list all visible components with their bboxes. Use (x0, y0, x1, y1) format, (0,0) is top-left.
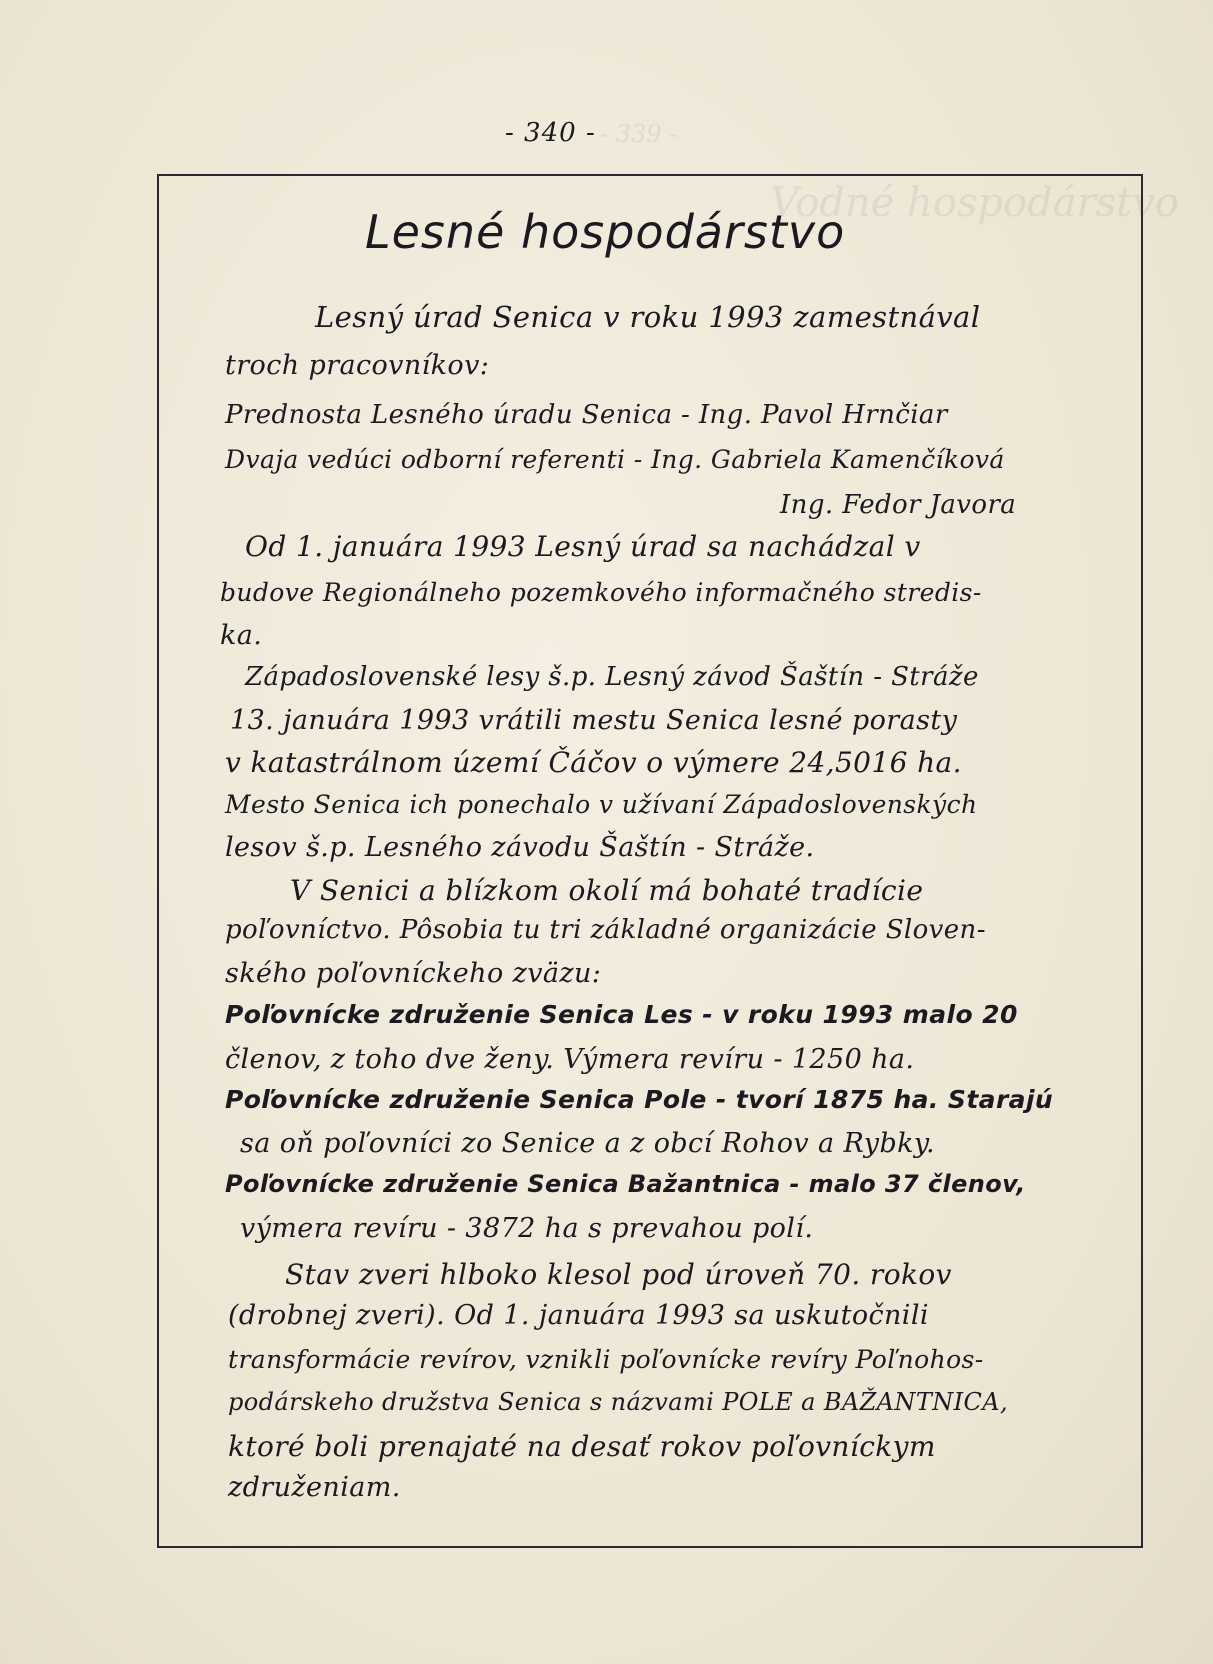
text-line: Poľovnícke združenie Senica Bažantnica - malo 37 členov, (225, 1170, 1026, 1198)
text-line: Ing. Fedor Javora (780, 490, 1017, 520)
text-line: podárskeho družstva Senica s názvami POLE a BAŽANTNICA, (228, 1388, 1009, 1416)
text-line: Poľovnícke združenie Senica Pole - tvorí 1875 ha. Starajú (225, 1085, 1054, 1114)
text-line: Prednosta Lesného úradu Senica - Ing. Pavol Hrnčiar (225, 400, 948, 430)
page-number: - 340 - (505, 118, 596, 148)
text-line: združeniam. (228, 1472, 401, 1503)
text-line: ského poľovníckeho zväzu: (225, 958, 602, 989)
text-line: lesov š.p. Lesného závodu Šaštín - Stráže. (225, 832, 815, 863)
text-line: v katastrálnom území Čáčov o výmere 24,5016 ha. (225, 746, 962, 779)
page-title: Lesné hospodárstvo (365, 205, 846, 259)
text-line: 13. januára 1993 vrátili mestu Senica lesné porasty (230, 705, 958, 736)
text-line: V Senici a blízkom okolí má bohaté tradície (290, 874, 924, 907)
text-line: výmera revíru - 3872 ha s prevahou polí. (240, 1213, 814, 1244)
bleed-through-title: Vodné hospodárstvo (770, 180, 1179, 226)
text-line: (drobnej zveri). Od 1. januára 1993 sa uskutočnili (228, 1300, 929, 1331)
text-line: Mesto Senica ich ponechalo v užívaní Západoslovenských (225, 790, 978, 819)
text-line: ktoré boli prenajaté na desať rokov poľovníckym (228, 1430, 936, 1463)
text-line: budove Regionálneho pozemkového informačného stredis- (220, 578, 982, 607)
text-line: Poľovnícke združenie Senica Les - v roku 1993 malo 20 (225, 1000, 1018, 1029)
text-line: troch pracovníkov: (225, 350, 490, 381)
text-line: Stav zveri hlboko klesol pod úroveň 70. rokov (285, 1258, 952, 1291)
text-line: Od 1. januára 1993 Lesný úrad sa nachádzal v (245, 530, 921, 563)
text-line: Dvaja vedúci odborní referenti - Ing. Gabriela Kamenčíková (225, 445, 1005, 474)
text-line: členov, z toho dve ženy. Výmera revíru - 1250 ha. (225, 1044, 915, 1075)
text-line: Západoslovenské lesy š.p. Lesný závod Šaštín - Stráže (245, 662, 979, 692)
bleed-through-page-number: - 339 - (600, 120, 678, 148)
text-line: transformácie revírov, vznikli poľovnícke revíry Poľnohos- (228, 1345, 984, 1374)
text-line: Lesný úrad Senica v roku 1993 zamestnával (315, 300, 981, 334)
text-line: sa oň poľovníci zo Senice a z obcí Rohov a Rybky. (240, 1128, 935, 1159)
text-line: ka. (220, 620, 263, 651)
text-line: poľovníctvo. Pôsobia tu tri základné organizácie Sloven- (225, 915, 986, 945)
